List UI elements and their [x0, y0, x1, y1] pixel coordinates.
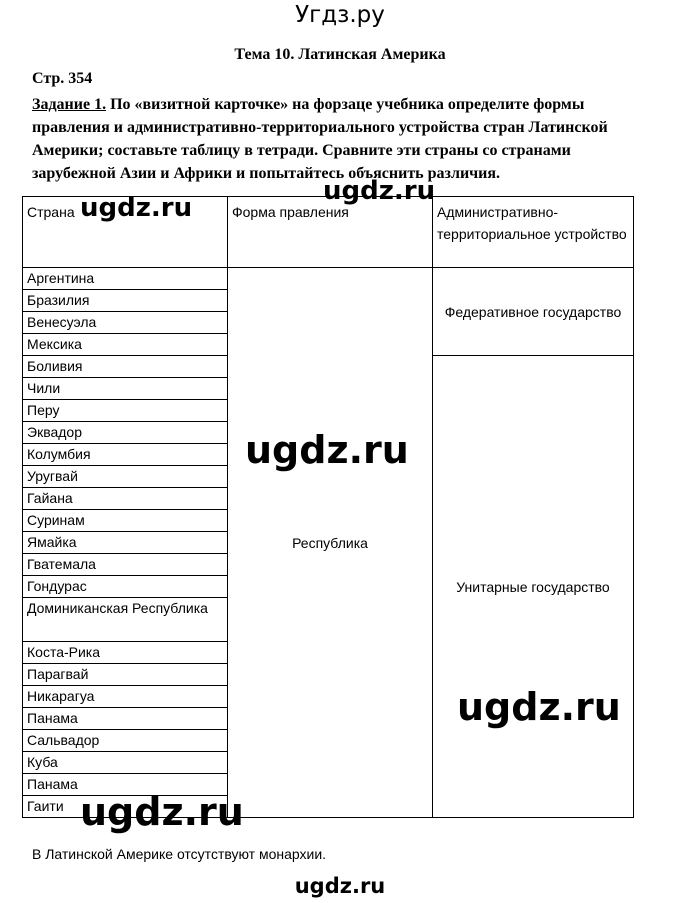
country-cell: Чили	[23, 378, 228, 400]
task-label: Задание 1.	[32, 96, 107, 113]
task-text	[32, 93, 632, 185]
country-cell: Гаити	[23, 796, 228, 818]
watermark: ugdz.ru	[80, 193, 193, 223]
country-cell: Боливия	[23, 356, 228, 378]
watermark: ugdz.ru	[80, 790, 244, 834]
country-cell: Мексика	[23, 334, 228, 356]
country-cell: Сальвадор	[23, 730, 228, 752]
watermark: ugdz.ru	[245, 428, 409, 472]
task-body: По «визитной карточке» на форзаце учебника определите формы правления и административно-территориального устройства стран Латинской Америки; составьте таблицу в тетради. Сравните эти страны со странами зарубежной Азии и Африки и попытайтесь объяснить различия.	[32, 96, 608, 182]
watermark: ugdz.ru	[294, 874, 386, 898]
structure-unitary-cell: Унитарные государство	[433, 356, 634, 818]
country-cell: Панама	[23, 708, 228, 730]
topic-title: Тема 10. Латинская Америка	[234, 46, 446, 63]
country-cell: Коста-Рика	[23, 642, 228, 664]
country-cell: Колумбия	[23, 444, 228, 466]
header-country: Страна	[23, 197, 228, 268]
country-cell: Уругвай	[23, 466, 228, 488]
country-cell: Аргентина	[23, 268, 228, 290]
footnote: В Латинской Америке отсутствуют монархии.	[32, 846, 327, 862]
country-cell: Гватемала	[23, 554, 228, 576]
structure-federal-cell: Федеративное государство	[433, 268, 634, 356]
country-cell: Венесуэла	[23, 312, 228, 334]
country-cell: Гайана	[23, 488, 228, 510]
country-cell: Парагвай	[23, 664, 228, 686]
header-government: Форма правления	[228, 197, 433, 268]
country-cell: Перу	[23, 400, 228, 422]
country-cell: Доминиканская Республика	[23, 598, 228, 642]
header-structure: Административно-территориальное устройство	[433, 197, 634, 268]
page-reference: Стр. 354	[32, 70, 93, 87]
country-cell: Никарагуа	[23, 686, 228, 708]
country-cell: Куба	[23, 752, 228, 774]
country-cell: Панама	[23, 774, 228, 796]
country-cell: Бразилия	[23, 290, 228, 312]
country-cell: Ямайка	[23, 532, 228, 554]
country-cell: Суринам	[23, 510, 228, 532]
table-row	[23, 268, 634, 290]
site-title: Угдз.ру	[295, 2, 385, 28]
country-cell: Гондурас	[23, 576, 228, 598]
watermark: ugdz.ru	[323, 176, 436, 206]
watermark: ugdz.ru	[457, 685, 621, 729]
government-cell: Республика	[228, 268, 433, 818]
country-cell: Эквадор	[23, 422, 228, 444]
